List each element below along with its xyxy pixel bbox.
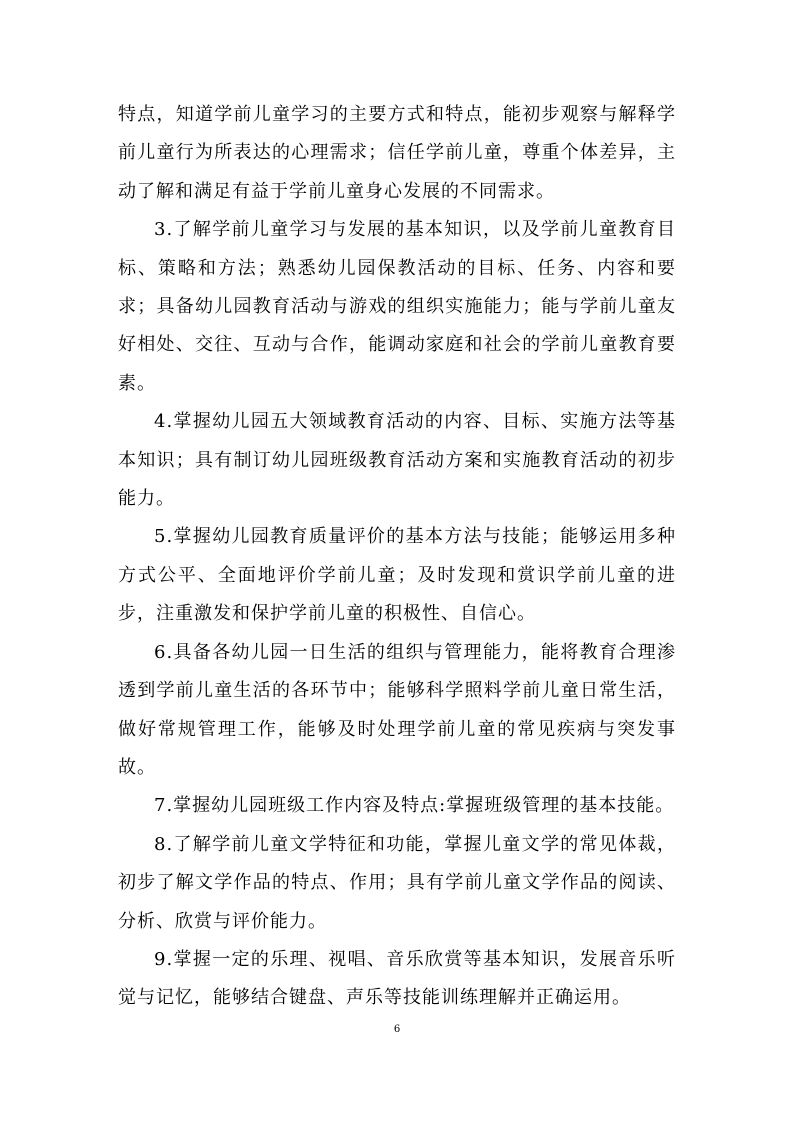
page-number: 6: [393, 1024, 401, 1035]
paragraph-item-3: 3.了解学前儿童学习与发展的基本知识，以及学前儿童教育目标、策略和方法；熟悉幼儿园保教活动的目标、任务、内容和要求；具备幼儿园教育活动与游戏的组织实施能力；能与学前儿童友好相处、交往、互动与合作，能调动家庭和社会的学前儿童教育要素。: [118, 219, 676, 394]
paragraph-continuation: 特点，知道学前儿童学习的主要方式和特点，能初步观察与解释学前儿童行为所表达的心理需求；信任学前儿童，尊重个体差异，主动了解和满足有益于学前儿童身心发展的不同需求。: [118, 104, 676, 202]
paragraph-item-5: 5.掌握幼儿园教育质量评价的基本方法与技能；能够运用多种方式公平、全面地评价学前儿童；及时发现和赏识学前儿童的进步，注重激发和保护学前儿童的积极性、自信心。: [118, 526, 676, 625]
paragraph-item-9: 9.掌握一定的乐理、视唱、音乐欣赏等基本知识，发展音乐听觉与记忆，能够结合键盘、声乐等技能训练理解并正确运用。: [118, 948, 676, 1009]
paragraph-item-4: 4.掌握幼儿园五大领域教育活动的内容、目标、实施方法等基本知识；具有制订幼儿园班级教育活动方案和实施教育活动的初步能力。: [118, 411, 676, 510]
paragraph-item-6: 6.具备各幼儿园一日生活的组织与管理能力，能将教育合理渗透到学前儿童生活的各环节中；能够科学照料学前儿童日常生活，做好常规管理工作，能够及时处理学前儿童的常见疾病与突发事故。: [118, 641, 676, 778]
paragraph-item-7: 7.掌握幼儿园班级工作内容及特点:掌握班级管理的基本技能。: [154, 795, 675, 817]
body-text: [118, 96, 676, 1018]
paragraph-item-8: 8.了解学前儿童文学特征和功能，掌握儿童文学的常见体裁，初步了解文学作品的特点、作用；具有学前儿童文学作品的阅读、分析、欣赏与评价能力。: [118, 833, 676, 932]
